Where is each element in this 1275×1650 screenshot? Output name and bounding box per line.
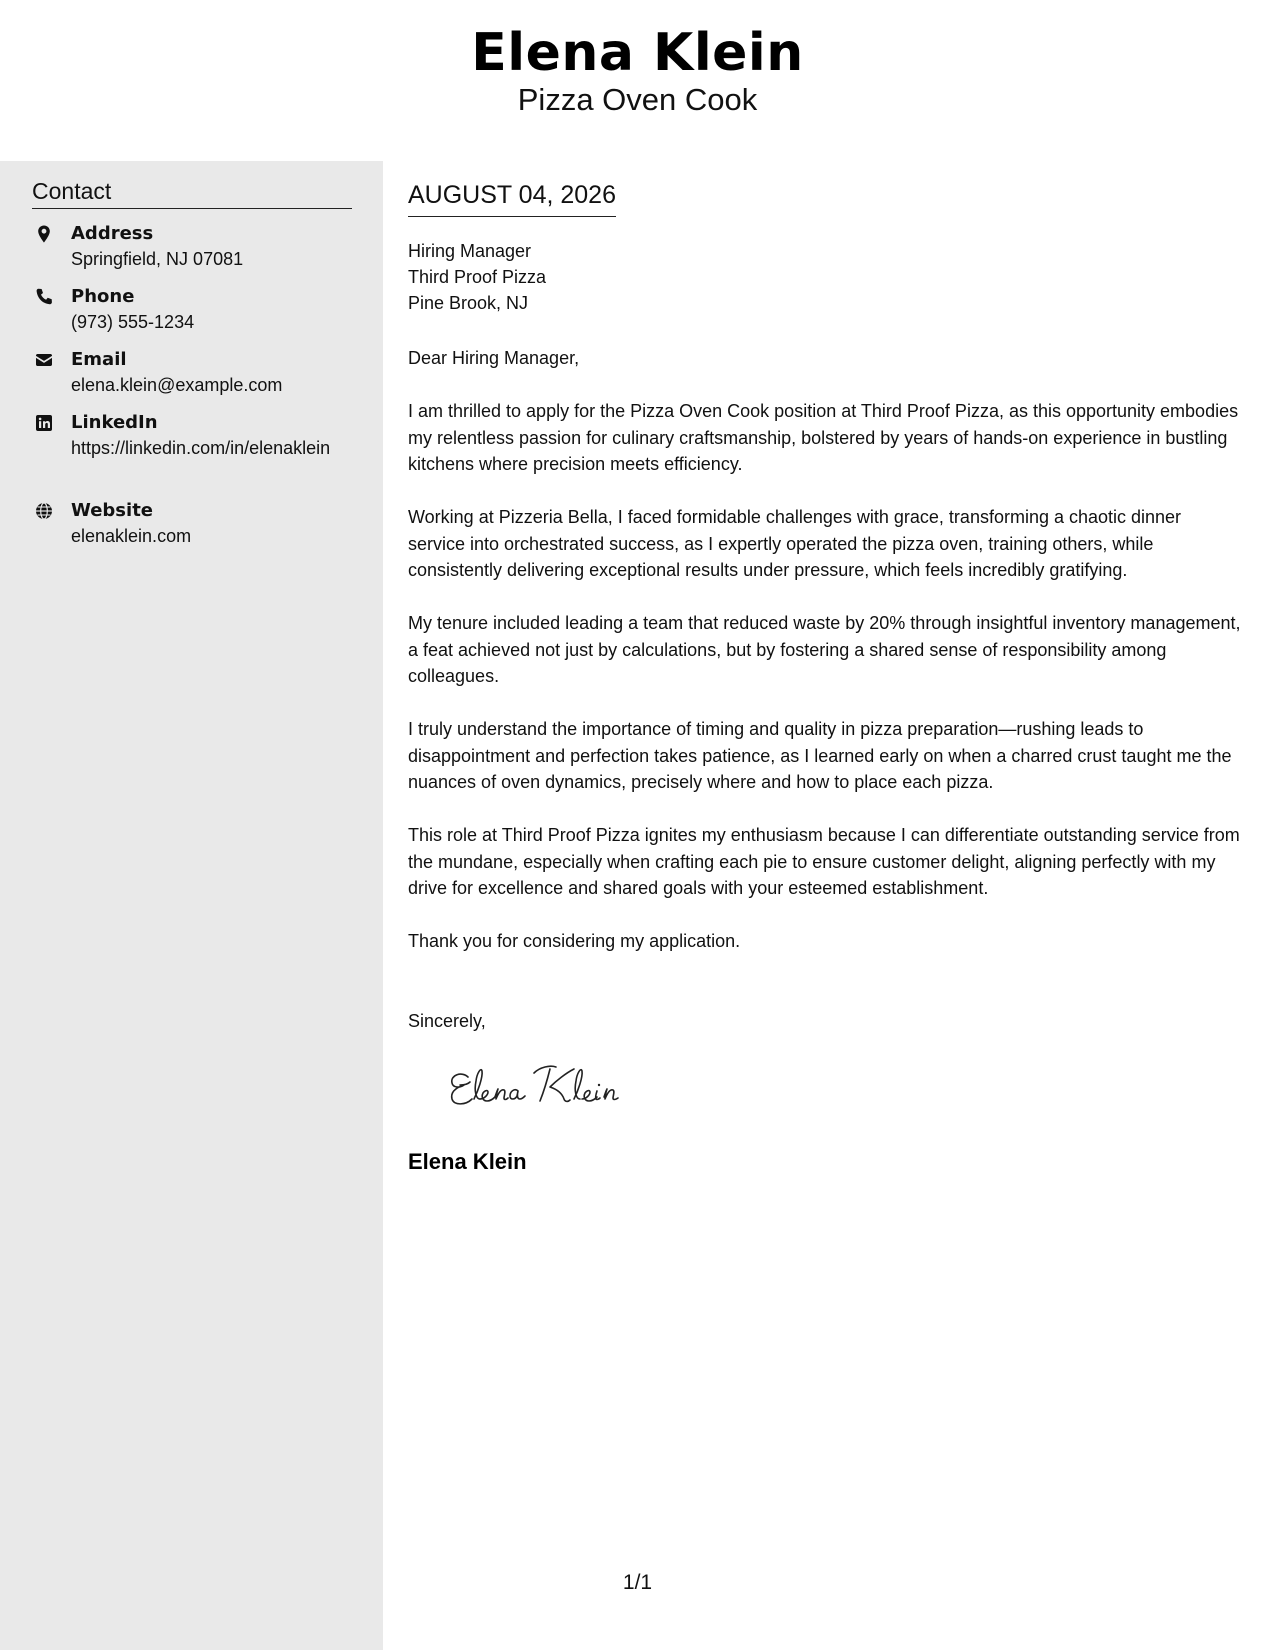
recipient-location: Pine Brook, NJ [408,293,529,313]
closing: Sincerely, [408,1011,486,1031]
envelope-icon [34,350,54,370]
contact-website-value[interactable]: elenaklein.com [71,526,192,546]
handwritten-signature [446,1055,686,1115]
job-title: Pizza Oven Cook [517,82,758,117]
recipient-company: Third Proof Pizza [408,267,547,287]
body-paragraph: I truly understand the importance of timing and quality in pizza preparation—rushing leads to disappointment and perfection takes patience, as I learned early on when a charred crust taught me the nuances of oven dynamics, precisely where and how to place each pizza. [408,719,1232,792]
contact-heading: Contact [32,176,352,209]
thank-you-line: Thank you for considering my application. [408,931,741,951]
letter-date: AUGUST 04, 2026 [408,178,616,217]
salutation: Dear Hiring Manager, [408,348,580,368]
signer-name: Elena Klein [408,1149,527,1174]
applicant-name: Elena Klein [471,23,804,83]
body-paragraph: I am thrilled to apply for the Pizza Oven Cook position at Third Proof Pizza, as this opportunity embodies my relentless passion for culinary craftsmanship, bolstered by years of hands-on experience in bustling kitchens where precision meets efficiency. [408,401,1239,474]
letter-header [0,0,1275,160]
map-pin-icon [34,224,54,244]
body-paragraph: Working at Pizzeria Bella, I faced formidable challenges with grace, transforming a chaotic dinner service into orchestrated success, as I expertly operated the pizza oven, training others, while consistently delivering exceptional results under pressure, which feels incredibly gratifying. [408,507,1182,580]
contact-address-value: Springfield, NJ 07081 [71,249,244,269]
recipient-title: Hiring Manager [408,241,532,261]
contact-linkedin-label: LinkedIn [71,412,158,433]
recipient-block [408,238,546,316]
contact-email-label: Email [71,349,127,370]
contact-linkedin-value[interactable]: https://linkedin.com/in/elenaklein [71,438,331,458]
contact-phone-value: (973) 555-1234 [71,312,195,332]
phone-icon [34,287,54,307]
globe-icon [34,501,54,521]
contact-website-label: Website [71,500,154,521]
contact-address-label: Address [71,223,154,244]
page-number: 1/1 [622,1571,653,1594]
linkedin-icon [34,413,54,433]
body-paragraph: My tenure included leading a team that reduced waste by 20% through insightful inventory management, a feat achieved not just by calculations, but by fostering a shared sense of responsibility among colleagues. [408,613,1241,686]
contact-email-value[interactable]: elena.klein@example.com [71,375,283,395]
contact-phone-label: Phone [71,286,135,307]
body-paragraph: This role at Third Proof Pizza ignites my enthusiasm because I can differentiate outstanding service from the mundane, especially when crafting each pie to ensure customer delight, aligning perfectly with my drive for excellence and shared goals with your esteemed establishment. [408,825,1240,898]
